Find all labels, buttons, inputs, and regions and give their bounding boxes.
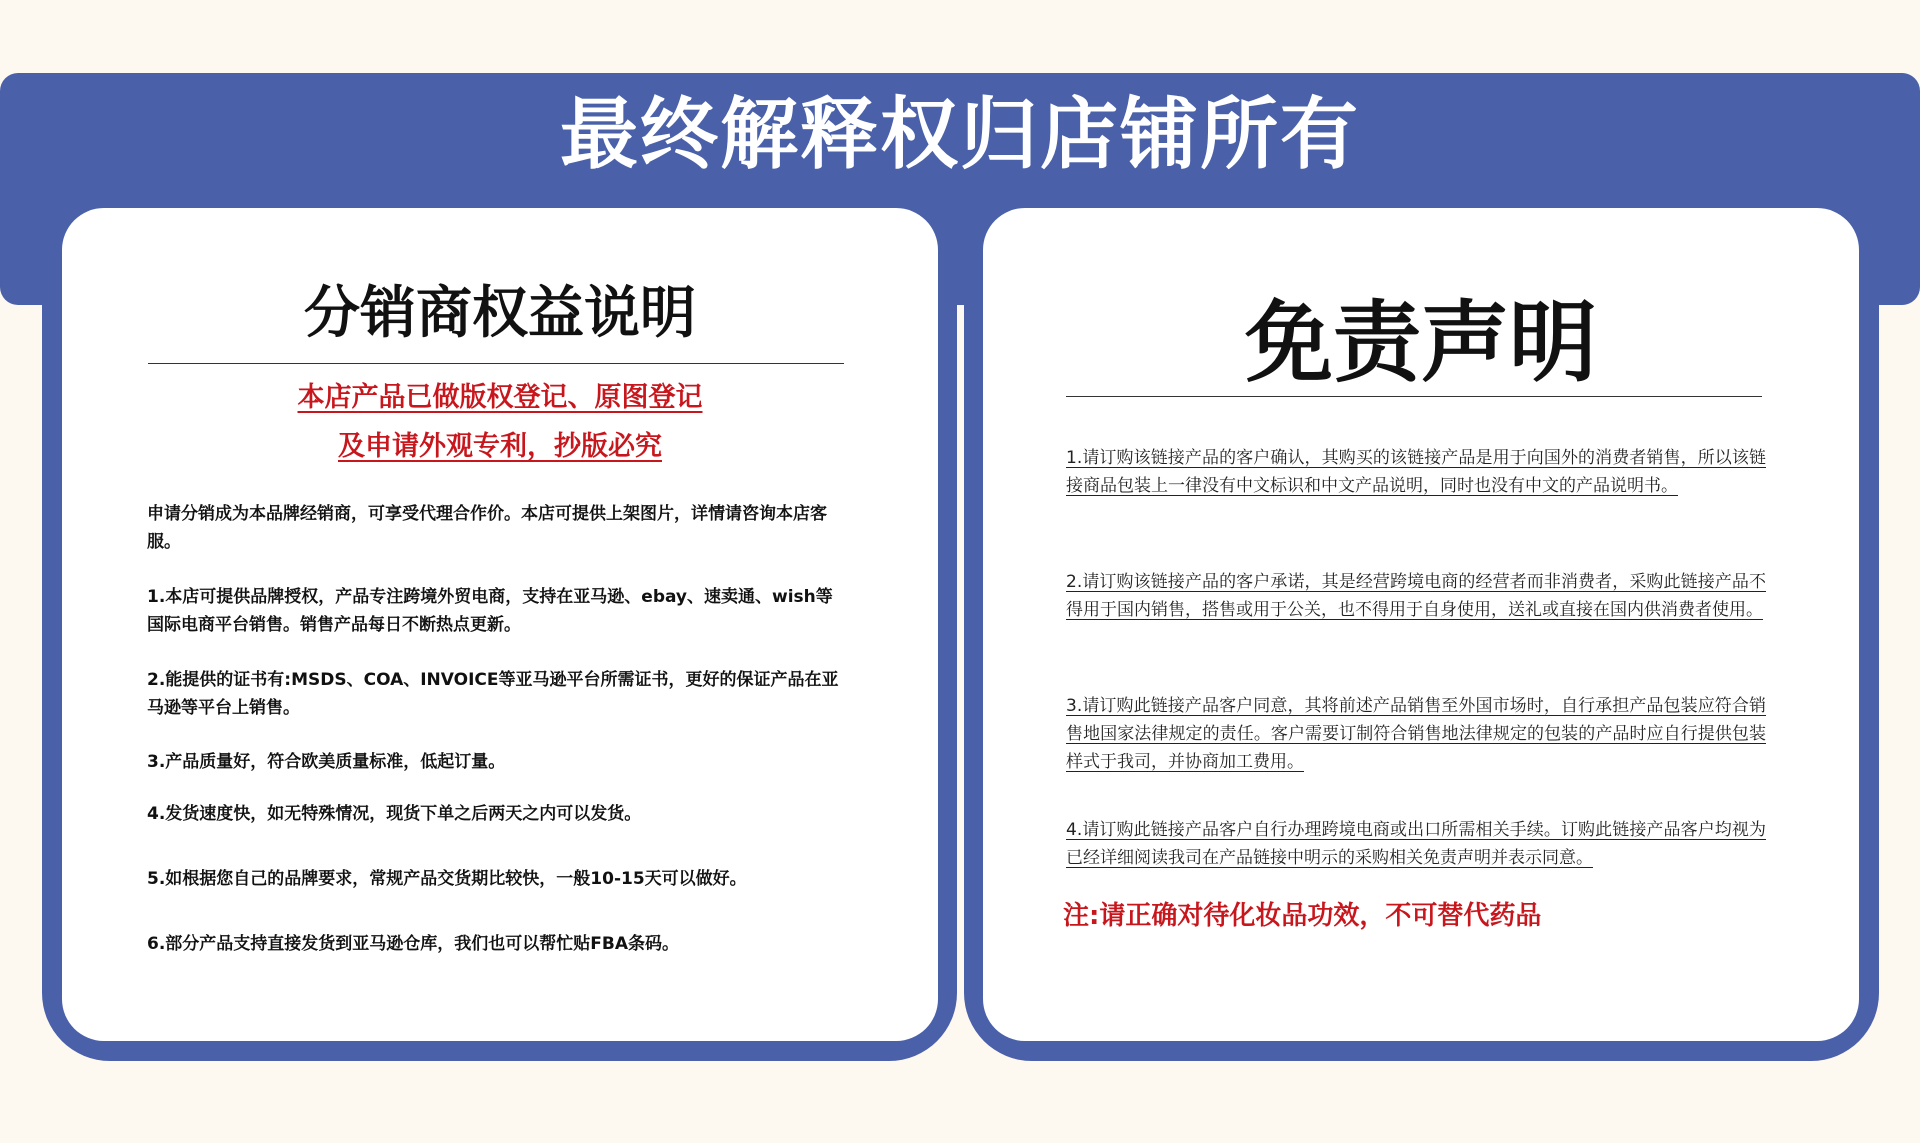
cosmetics-warning-note: 注:请正确对待化妆品功效，不可替代药品	[1063, 901, 1542, 931]
distributor-item-5: 5.如根据您自己的品牌要求，常规产品交货期比较快，一般10-15天可以做好。	[147, 869, 747, 889]
title-divider	[1066, 396, 1762, 397]
distributor-rights-title: 分销商权益说明	[304, 281, 696, 346]
distributor-item-4: 4.发货速度快，如无特殊情况，现货下单之后两天之内可以发货。	[147, 804, 642, 824]
distributor-item-2: 2.能提供的证书有:MSDS、COA、INVOICE等亚马逊平台所需证书，更好的保证产品在亚马逊等平台上销售。	[147, 670, 839, 718]
banner-title: 最终解释权归店铺所有	[559, 90, 1360, 180]
copyright-claim-line-2: 及申请外观专利，抄版必究	[338, 431, 662, 462]
distributor-intro: 申请分销成为本品牌经销商，可享受代理合作价。本店可提供上架图片，详情请咨询本店客服。	[147, 504, 827, 552]
disclaimer-item-1: 1.请订购该链接产品的客户确认，其购买的该链接产品是用于向国外的消费者销售，所以该链接商品包装上一律没有中文标识和中文产品说明，同时也没有中文的产品说明书。	[1066, 448, 1766, 496]
disclaimer-item-3: 3.请订购此链接产品客户同意，其将前述产品销售至外国市场时，自行承担产品包装应符合销售地国家法律规定的责任。客户需要订制符合销售地法律规定的包装的产品时应自行提供包装样式于我司，并协商加工费用。	[1066, 696, 1766, 772]
disclaimer-panel	[983, 208, 1859, 1041]
distributor-item-3: 3.产品质量好，符合欧美质量标准，低起订量。	[147, 752, 506, 772]
disclaimer-item-4: 4.请订购此链接产品客户自行办理跨境电商或出口所需相关手续。订购此链接产品客户均视为已经详细阅读我司在产品链接中明示的采购相关免责声明并表示同意。	[1066, 820, 1766, 868]
distributor-item-1: 1.本店可提供品牌授权，产品专注跨境外贸电商，支持在亚马逊、ebay、速卖通、wish等国际电商平台销售。销售产品每日不断热点更新。	[147, 587, 833, 635]
disclaimer-item-2: 2.请订购该链接产品的客户承诺，其是经营跨境电商的经营者而非消费者，采购此链接产品不得用于国内销售，搭售或用于公关，也不得用于自身使用，送礼或直接在国内供消费者使用。	[1066, 572, 1766, 620]
distributor-rights-panel	[62, 208, 938, 1041]
distributor-item-6: 6.部分产品支持直接发货到亚马逊仓库，我们也可以帮忙贴FBA条码。	[147, 934, 680, 954]
copyright-claim-line-1: 本店产品已做版权登记、原图登记	[297, 382, 703, 413]
disclaimer-title: 免责声明	[1244, 291, 1597, 394]
title-divider	[148, 363, 844, 364]
